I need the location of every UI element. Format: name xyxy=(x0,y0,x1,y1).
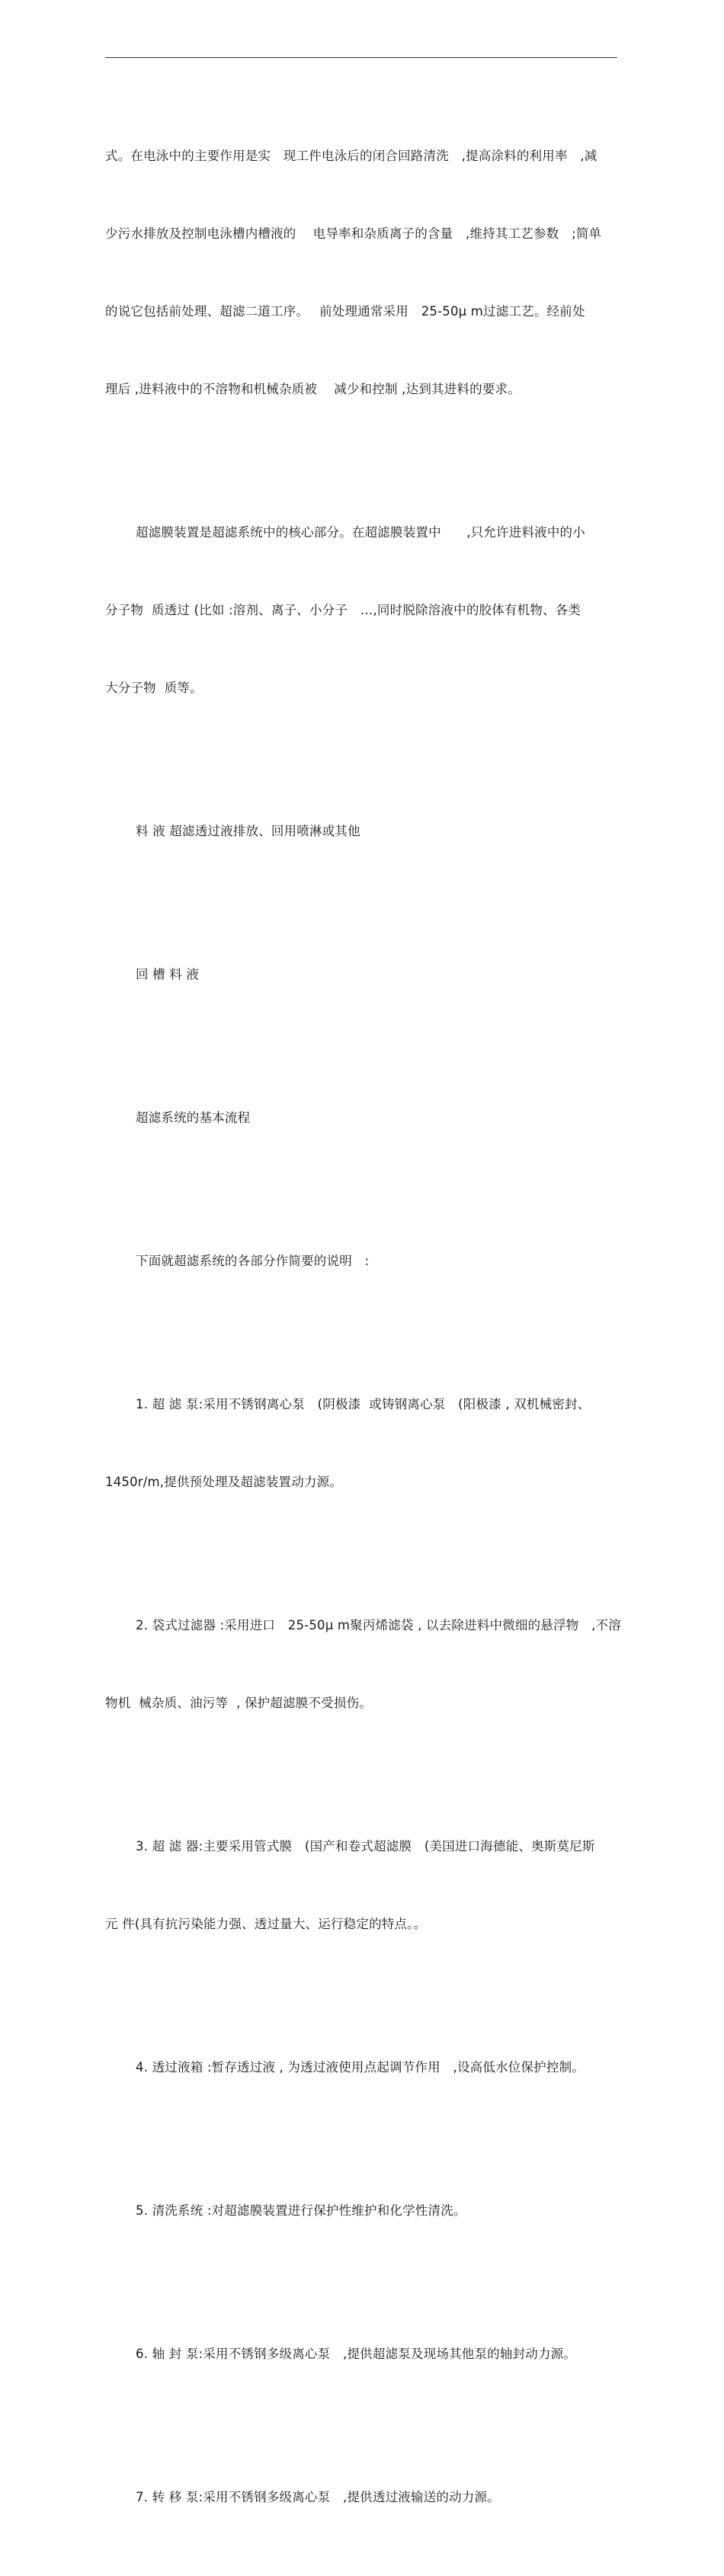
text-line: 2. 袋式过滤器 :采用进口 25-50μ m聚丙烯滤袋 , 以去除进料中微细的悬浮物 ,不溶 xyxy=(136,1618,621,1632)
text-line: 下面就超滤系统的各部分作简要的说明 : xyxy=(136,1254,370,1268)
flow-title xyxy=(105,1053,617,1183)
document-body xyxy=(105,91,621,2576)
text-line: 料 液 超滤透过液排放、回用喷淋或其他 xyxy=(136,824,360,838)
diagram-label-return xyxy=(105,910,617,1040)
text-line: 物机 械杂质、油污等 , 保护超滤膜不受损伤。 xyxy=(105,1696,372,1710)
list-item-bag-filter xyxy=(105,1561,621,1768)
text-line: 1. 超 滤 泵:采用不锈钢离心泵 (阴极漆 或铸钢离心泵 (阳极漆 , 双机械密封、 xyxy=(136,1397,591,1411)
text-line: 1450r/m,提供预处理及超滤装置动力源。 xyxy=(105,1475,343,1489)
text-line: 少污水排放及控制电泳槽内槽液的 电导率和杂质离子的含量 ,维持其工艺参数 ;简单 xyxy=(105,226,602,241)
list-item-permeate-tank xyxy=(105,2003,617,2132)
text-line: 元 件(具有抗污染能力强、透过量大、运行稳定的特点。。 xyxy=(105,1917,427,1931)
explain-intro xyxy=(105,1197,617,1326)
text-line: 7. 转 移 泵:采用不锈钢多级离心泵 ,提供透过液输送的动力源。 xyxy=(136,2490,500,2504)
list-item-seal-pump xyxy=(105,2289,617,2419)
paragraph-intro xyxy=(105,91,617,454)
text-line: 4. 透过液箱 :暂存透过液 , 为透过液使用点起调节作用 ,设高低水位保护控制。 xyxy=(136,2060,585,2075)
text-line: 理后 ,进料液中的不溶物和机械杂质被 减少和控制 ,达到其进料的要求。 xyxy=(105,382,521,396)
text-line: 的说它包括前处理、超滤二道工序。 前处理通常采用 25-50μ m过滤工艺。经前处 xyxy=(105,304,585,319)
text-line: 5. 清洗系统 :对超滤膜装置进行保护性维护和化学性清洗。 xyxy=(136,2203,466,2218)
paragraph-core xyxy=(105,468,617,753)
header-rule xyxy=(105,57,617,58)
text-line: 超滤系统的基本流程 xyxy=(136,1110,251,1125)
text-line: 大分子物 质等。 xyxy=(105,681,203,695)
text-line: 超滤膜装置是超滤系统中的核心部分。在超滤膜装置中 ,只允许进料液中的小 xyxy=(136,525,585,540)
list-item-transfer-pump xyxy=(105,2433,617,2562)
text-line: 回 槽 料 液 xyxy=(136,967,200,982)
list-item-cleaning-system xyxy=(105,2146,617,2276)
diagram-label-feed xyxy=(105,767,617,896)
list-item-uf-pump xyxy=(105,1340,617,1547)
text-line: 3. 超 滤 器:主要采用管式膜 (国产和卷式超滤膜 (美国进口海德能、奥斯莫尼斯 xyxy=(136,1839,595,1854)
text-line: 6. 轴 封 泵:采用不锈钢多级离心泵 ,提供超滤泵及现场其他泵的轴封动力源。 xyxy=(136,2347,577,2361)
text-line: 式。在电泳中的主要作用是实 现工件电泳后的闭合回路清洗 ,提高涂料的利用率 ,减 xyxy=(105,149,597,163)
text-line: 分子物 质透过 (比如 :溶剂、离子、小分子 …,同时脱除溶液中的胶体有机物、各类 xyxy=(105,603,581,617)
list-item-ultrafilter xyxy=(105,1782,617,1989)
